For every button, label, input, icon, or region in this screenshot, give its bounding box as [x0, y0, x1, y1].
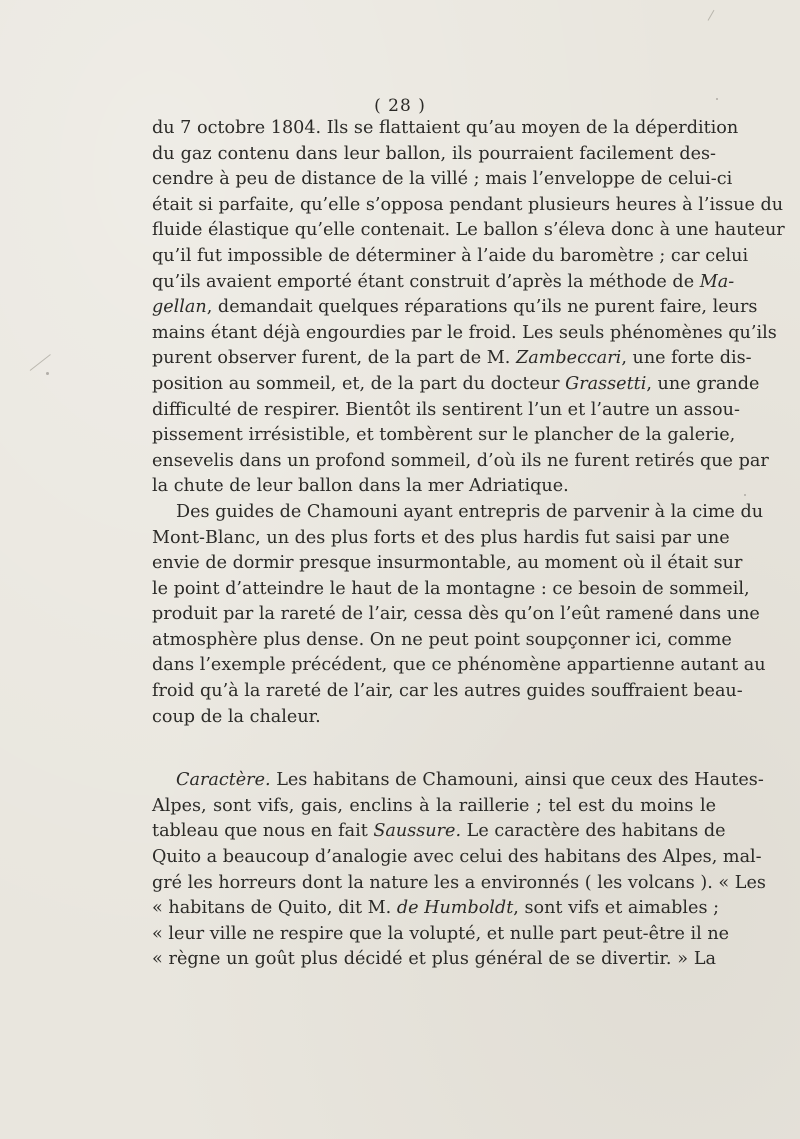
text-line: atmosphère plus dense. On ne peut point soupçonner ici, comme [152, 629, 732, 650]
text-line: position au sommeil, et, de la part du docteur Grassetti, une grande [152, 373, 760, 394]
paper-speck [46, 372, 49, 375]
text-line: « habitans de Quito, dit M. de Humboldt, sont vifs et aimables ; [152, 898, 719, 919]
text-line: le point d’atteindre le haut de la montagne : ce besoin de sommeil, [152, 578, 750, 599]
text-line: froid qu’à la rareté de l’air, car les autres guides souffraient beau- [152, 681, 743, 702]
paper-speck [716, 98, 718, 100]
text-line: pissement irrésistible, et tombèrent sur le plancher de la galerie, [152, 425, 736, 446]
text-line: « leur ville ne respire que la volupté, et nulle part peut-être il ne [152, 923, 730, 944]
paper-scratch [708, 10, 715, 21]
text-line: dans l’exemple précédent, que ce phénomène appartienne autant au [152, 655, 766, 676]
paper-scratch [30, 354, 51, 371]
text-line: cendre à peu de distance de la villé ; mais l’enveloppe de celui-ci [152, 169, 733, 190]
text-line: qu’il fut impossible de déterminer à l’aide du baromètre ; car celui [152, 245, 749, 266]
text-line: « règne un goût plus décidé et plus général de se divertir. » La [152, 949, 716, 970]
section-gap [152, 730, 716, 768]
paper-speck [500, 692, 502, 694]
text-line: la chute de leur ballon dans la mer Adriatique. [152, 476, 569, 497]
text-line: ensevelis dans un profond sommeil, d’où ils ne furent retirés que par [152, 450, 769, 471]
text-line: produit par la rareté de l’air, cessa dès qu’on l’eût ramené dans une [152, 604, 760, 625]
text-line: du gaz contenu dans leur ballon, ils pourraient facilement des- [152, 143, 716, 164]
text-line: mains étant déjà engourdies par le froid. Les seuls phénomènes qu’ils [152, 322, 777, 343]
paper-speck [744, 494, 746, 496]
text-line: difficulté de respirer. Bientôt ils sentirent l’un et l’autre un assou- [152, 399, 740, 420]
text-line: était si parfaite, qu’elle s’opposa pendant plusieurs heures à l’issue du [152, 194, 784, 215]
text-line: du 7 octobre 1804. Ils se flattaient qu’au moyen de la déperdition [152, 118, 739, 138]
paragraph-2 [152, 500, 766, 730]
text-line: Alpes, sont vifs, gais, enclins à la raillerie ; tel est du moins le [152, 795, 716, 816]
text-line: qu’ils avaient emporté étant construit d’après la méthode de Ma- [152, 271, 735, 292]
text-line: Mont-Blanc, un des plus forts et des plus hardis fut saisi par une [152, 527, 730, 548]
text-line: Des guides de Chamouni ayant entrepris de parvenir à la cime du [176, 501, 764, 522]
text-line: gré les horreurs dont la nature les a environnés ( les volcans ). « Les [152, 872, 766, 893]
paragraph-1 [152, 116, 785, 500]
body-text [152, 116, 785, 973]
paragraph-3 [152, 768, 766, 973]
text-line: fluide élastique qu’elle contenait. Le ballon s’éleva donc à une hauteur [152, 220, 785, 241]
text-line: tableau que nous en fait Saussure. Le caractère des habitans de [152, 821, 726, 842]
text-line: purent observer furent, de la part de M. Zambeccari, une forte dis- [152, 348, 752, 369]
text-line: Quito a beaucoup d’analogie avec celui des habitans des Alpes, mal- [152, 847, 762, 868]
text-line: gellan, demandait quelques réparations qu’ils ne purent faire, leurs [152, 297, 758, 318]
text-line: envie de dormir presque insurmontable, au moment où il était sur [152, 553, 743, 574]
text-line: coup de la chaleur. [152, 706, 321, 727]
text-line: Caractère. Les habitans de Chamouni, ainsi que ceux des Hautes- [176, 770, 764, 791]
page-number: ( 28 ) [374, 96, 426, 116]
